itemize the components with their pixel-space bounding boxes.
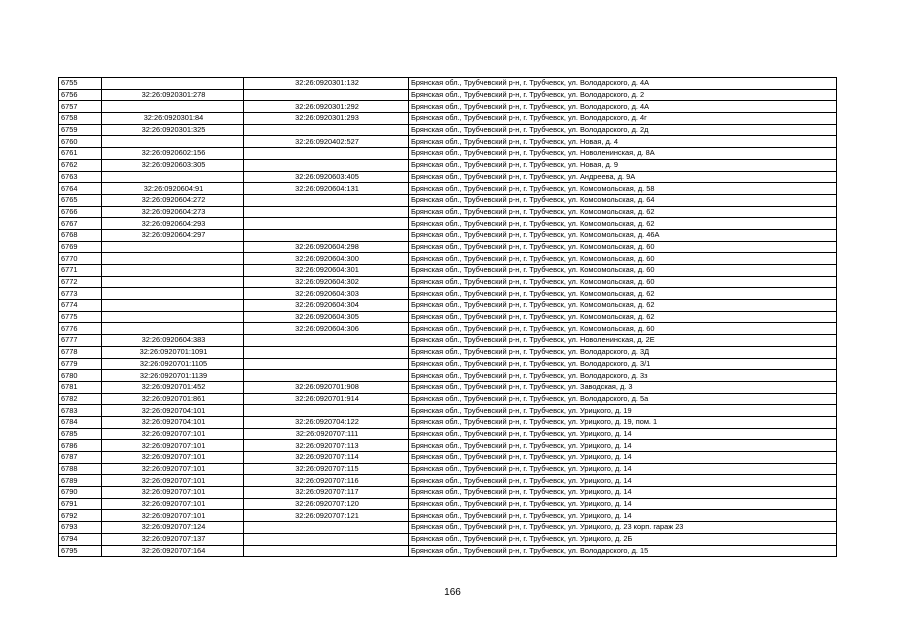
cadastral-number-cell: 32:26:0920603:305 <box>102 159 244 171</box>
row-number-cell: 6786 <box>59 440 102 452</box>
row-number-cell: 6784 <box>59 416 102 428</box>
related-cadastral-number-cell <box>244 194 409 206</box>
address-cell: Брянская обл., Трубчевский р-н, г. Трубчевск, ул. Володарского, д. 4г <box>409 113 837 125</box>
address-cell: Брянская обл., Трубчевский р-н, г. Трубчевск, ул. Володарского, д. 2 <box>409 89 837 101</box>
row-number-cell: 6794 <box>59 533 102 545</box>
address-cell: Брянская обл., Трубчевский р-н, г. Трубчевск, ул. Володарского, д. 3/1 <box>409 358 837 370</box>
cadastral-number-cell <box>102 323 244 335</box>
cadastral-number-cell: 32:26:0920704:101 <box>102 405 244 417</box>
related-cadastral-number-cell <box>244 358 409 370</box>
row-number-cell: 6785 <box>59 428 102 440</box>
table-row <box>59 124 837 136</box>
row-number-cell: 6778 <box>59 346 102 358</box>
row-number-cell: 6759 <box>59 124 102 136</box>
row-number-cell: 6781 <box>59 381 102 393</box>
table-row <box>59 101 837 113</box>
address-cell: Брянская обл., Трубчевский р-н, г. Трубчевск, ул. Урицкого, д. 14 <box>409 452 837 464</box>
cadastral-number-cell: 32:26:0920604:273 <box>102 206 244 218</box>
related-cadastral-number-cell <box>244 522 409 534</box>
related-cadastral-number-cell: 32:26:0920604:301 <box>244 265 409 277</box>
row-number-cell: 6775 <box>59 311 102 323</box>
table-row <box>59 159 837 171</box>
cadastral-number-cell <box>102 136 244 148</box>
row-number-cell: 6782 <box>59 393 102 405</box>
address-cell: Брянская обл., Трубчевский р-н, г. Трубчевск, ул. Комсомольская, д. 62 <box>409 206 837 218</box>
cadastral-number-cell <box>102 101 244 113</box>
address-cell: Брянская обл., Трубчевский р-н, г. Трубчевск, ул. Комсомольская, д. 60 <box>409 241 837 253</box>
address-cell: Брянская обл., Трубчевский р-н, г. Трубчевск, ул. Урицкого, д. 23 корп. гараж 23 <box>409 522 837 534</box>
row-number-cell: 6757 <box>59 101 102 113</box>
table-row <box>59 533 837 545</box>
property-register-table <box>58 77 837 557</box>
address-cell: Брянская обл., Трубчевский р-н, г. Трубчевск, ул. Новая, д. 4 <box>409 136 837 148</box>
address-cell: Брянская обл., Трубчевский р-н, г. Трубчевск, ул. Комсомольская, д. 60 <box>409 265 837 277</box>
related-cadastral-number-cell: 32:26:0920604:305 <box>244 311 409 323</box>
row-number-cell: 6772 <box>59 276 102 288</box>
address-cell: Брянская обл., Трубчевский р-н, г. Трубчевск, ул. Урицкого, д. 14 <box>409 510 837 522</box>
related-cadastral-number-cell: 32:26:0920707:115 <box>244 463 409 475</box>
table-row <box>59 241 837 253</box>
related-cadastral-number-cell <box>244 229 409 241</box>
table-row <box>59 416 837 428</box>
address-cell: Брянская обл., Трубчевский р-н, г. Трубчевск, ул. Володарского, д. 2д <box>409 124 837 136</box>
cadastral-number-cell <box>102 288 244 300</box>
address-cell: Брянская обл., Трубчевский р-н, г. Трубчевск, ул. Урицкого, д. 14 <box>409 487 837 499</box>
cadastral-number-cell: 32:26:0920707:101 <box>102 498 244 510</box>
cadastral-number-cell: 32:26:0920301:325 <box>102 124 244 136</box>
cadastral-number-cell: 32:26:0920604:383 <box>102 335 244 347</box>
cadastral-number-cell: 32:26:0920707:101 <box>102 475 244 487</box>
table-row <box>59 498 837 510</box>
related-cadastral-number-cell <box>244 206 409 218</box>
row-number-cell: 6763 <box>59 171 102 183</box>
table-row <box>59 545 837 557</box>
row-number-cell: 6780 <box>59 370 102 382</box>
table-row <box>59 440 837 452</box>
related-cadastral-number-cell <box>244 346 409 358</box>
page-number: 166 <box>444 587 461 598</box>
related-cadastral-number-cell: 32:26:0920701:914 <box>244 393 409 405</box>
cadastral-number-cell: 32:26:0920701:452 <box>102 381 244 393</box>
table-row <box>59 288 837 300</box>
table-row <box>59 229 837 241</box>
related-cadastral-number-cell: 32:26:0920603:405 <box>244 171 409 183</box>
row-number-cell: 6756 <box>59 89 102 101</box>
address-cell: Брянская обл., Трубчевский р-н, г. Трубчевск, ул. Урицкого, д. 14 <box>409 440 837 452</box>
table-row <box>59 218 837 230</box>
related-cadastral-number-cell: 32:26:0920701:908 <box>244 381 409 393</box>
cadastral-number-cell: 32:26:0920301:278 <box>102 89 244 101</box>
register-table-body <box>59 78 837 557</box>
related-cadastral-number-cell: 32:26:0920604:304 <box>244 300 409 312</box>
table-row <box>59 323 837 335</box>
address-cell: Брянская обл., Трубчевский р-н, г. Трубчевск, ул. Урицкого, д. 14 <box>409 475 837 487</box>
related-cadastral-number-cell <box>244 370 409 382</box>
address-cell: Брянская обл., Трубчевский р-н, г. Трубчевск, ул. Комсомольская, д. 46А <box>409 229 837 241</box>
table-row <box>59 148 837 160</box>
cadastral-number-cell: 32:26:0920707:101 <box>102 428 244 440</box>
cadastral-number-cell: 32:26:0920701:861 <box>102 393 244 405</box>
address-cell: Брянская обл., Трубчевский р-н, г. Трубчевск, ул. Новоленинская, д. 8А <box>409 148 837 160</box>
table-row <box>59 370 837 382</box>
related-cadastral-number-cell <box>244 335 409 347</box>
related-cadastral-number-cell: 32:26:0920707:120 <box>244 498 409 510</box>
table-row <box>59 405 837 417</box>
related-cadastral-number-cell: 32:26:0920707:117 <box>244 487 409 499</box>
related-cadastral-number-cell: 32:26:0920301:132 <box>244 78 409 90</box>
row-number-cell: 6771 <box>59 265 102 277</box>
address-cell: Брянская обл., Трубчевский р-н, г. Трубчевск, ул. Заводская, д. 3 <box>409 381 837 393</box>
address-cell: Брянская обл., Трубчевский р-н, г. Трубчевск, ул. Новая, д. 9 <box>409 159 837 171</box>
row-number-cell: 6769 <box>59 241 102 253</box>
address-cell: Брянская обл., Трубчевский р-н, г. Трубчевск, ул. Урицкого, д. 14 <box>409 463 837 475</box>
row-number-cell: 6789 <box>59 475 102 487</box>
table-row <box>59 335 837 347</box>
cadastral-number-cell: 32:26:0920707:101 <box>102 510 244 522</box>
table-row <box>59 171 837 183</box>
related-cadastral-number-cell: 32:26:0920604:302 <box>244 276 409 288</box>
address-cell: Брянская обл., Трубчевский р-н, г. Трубчевск, ул. Володарского, д. 3з <box>409 370 837 382</box>
table-row <box>59 194 837 206</box>
row-number-cell: 6767 <box>59 218 102 230</box>
related-cadastral-number-cell <box>244 159 409 171</box>
row-number-cell: 6791 <box>59 498 102 510</box>
table-row <box>59 89 837 101</box>
address-cell: Брянская обл., Трубчевский р-н, г. Трубчевск, ул. Комсомольская, д. 58 <box>409 183 837 195</box>
row-number-cell: 6783 <box>59 405 102 417</box>
cadastral-number-cell <box>102 78 244 90</box>
cadastral-number-cell: 32:26:0920602:156 <box>102 148 244 160</box>
row-number-cell: 6795 <box>59 545 102 557</box>
related-cadastral-number-cell <box>244 545 409 557</box>
row-number-cell: 6760 <box>59 136 102 148</box>
table-row <box>59 311 837 323</box>
table-row <box>59 265 837 277</box>
table-row <box>59 428 837 440</box>
table-row <box>59 300 837 312</box>
address-cell: Брянская обл., Трубчевский р-н, г. Трубчевск, ул. Володарского, д. 4А <box>409 78 837 90</box>
address-cell: Брянская обл., Трубчевский р-н, г. Трубчевск, ул. Комсомольская, д. 62 <box>409 218 837 230</box>
related-cadastral-number-cell: 32:26:0920301:292 <box>244 101 409 113</box>
cadastral-number-cell <box>102 241 244 253</box>
related-cadastral-number-cell: 32:26:0920707:111 <box>244 428 409 440</box>
table-row <box>59 463 837 475</box>
table-row <box>59 381 837 393</box>
cadastral-number-cell: 32:26:0920707:124 <box>102 522 244 534</box>
cadastral-number-cell <box>102 300 244 312</box>
cadastral-number-cell <box>102 171 244 183</box>
cadastral-number-cell: 32:26:0920301:84 <box>102 113 244 125</box>
cadastral-number-cell: 32:26:0920707:101 <box>102 463 244 475</box>
related-cadastral-number-cell: 32:26:0920604:303 <box>244 288 409 300</box>
table-row <box>59 358 837 370</box>
cadastral-number-cell: 32:26:0920604:293 <box>102 218 244 230</box>
row-number-cell: 6793 <box>59 522 102 534</box>
related-cadastral-number-cell: 32:26:0920707:113 <box>244 440 409 452</box>
address-cell: Брянская обл., Трубчевский р-н, г. Трубчевск, ул. Урицкого, д. 19, пом. 1 <box>409 416 837 428</box>
table-row <box>59 452 837 464</box>
related-cadastral-number-cell: 32:26:0920301:293 <box>244 113 409 125</box>
address-cell: Брянская обл., Трубчевский р-н, г. Трубчевск, ул. Урицкого, д. 19 <box>409 405 837 417</box>
address-cell: Брянская обл., Трубчевский р-н, г. Трубчевск, ул. Урицкого, д. 2Б <box>409 533 837 545</box>
cadastral-number-cell <box>102 311 244 323</box>
cadastral-number-cell: 32:26:0920707:101 <box>102 487 244 499</box>
address-cell: Брянская обл., Трубчевский р-н, г. Трубчевск, ул. Володарского, д. 3Д <box>409 346 837 358</box>
related-cadastral-number-cell: 32:26:0920707:116 <box>244 475 409 487</box>
table-row <box>59 487 837 499</box>
related-cadastral-number-cell: 32:26:0920707:121 <box>244 510 409 522</box>
row-number-cell: 6787 <box>59 452 102 464</box>
cadastral-number-cell <box>102 265 244 277</box>
row-number-cell: 6766 <box>59 206 102 218</box>
related-cadastral-number-cell <box>244 124 409 136</box>
table-row <box>59 136 837 148</box>
address-cell: Брянская обл., Трубчевский р-н, г. Трубчевск, ул. Комсомольская, д. 64 <box>409 194 837 206</box>
cadastral-number-cell: 32:26:0920604:272 <box>102 194 244 206</box>
address-cell: Брянская обл., Трубчевский р-н, г. Трубчевск, ул. Урицкого, д. 14 <box>409 498 837 510</box>
table-row <box>59 510 837 522</box>
table-row <box>59 475 837 487</box>
row-number-cell: 6755 <box>59 78 102 90</box>
cadastral-number-cell: 32:26:0920707:137 <box>102 533 244 545</box>
row-number-cell: 6792 <box>59 510 102 522</box>
cadastral-number-cell <box>102 276 244 288</box>
table-row <box>59 183 837 195</box>
table-row <box>59 253 837 265</box>
table-row <box>59 276 837 288</box>
related-cadastral-number-cell: 32:26:0920604:298 <box>244 241 409 253</box>
cadastral-number-cell: 32:26:0920707:101 <box>102 440 244 452</box>
cadastral-number-cell: 32:26:0920701:1091 <box>102 346 244 358</box>
row-number-cell: 6765 <box>59 194 102 206</box>
address-cell: Брянская обл., Трубчевский р-н, г. Трубчевск, ул. Комсомольская, д. 60 <box>409 253 837 265</box>
table-row <box>59 522 837 534</box>
row-number-cell: 6790 <box>59 487 102 499</box>
cadastral-number-cell: 32:26:0920604:297 <box>102 229 244 241</box>
cadastral-number-cell: 32:26:0920707:164 <box>102 545 244 557</box>
row-number-cell: 6776 <box>59 323 102 335</box>
row-number-cell: 6777 <box>59 335 102 347</box>
row-number-cell: 6761 <box>59 148 102 160</box>
address-cell: Брянская обл., Трубчевский р-н, г. Трубчевск, ул. Володарского, д. 4А <box>409 101 837 113</box>
row-number-cell: 6770 <box>59 253 102 265</box>
cadastral-number-cell <box>102 253 244 265</box>
address-cell: Брянская обл., Трубчевский р-н, г. Трубчевск, ул. Урицкого, д. 14 <box>409 428 837 440</box>
related-cadastral-number-cell: 32:26:0920402:527 <box>244 136 409 148</box>
table-row <box>59 78 837 90</box>
related-cadastral-number-cell: 32:26:0920604:300 <box>244 253 409 265</box>
address-cell: Брянская обл., Трубчевский р-н, г. Трубчевск, ул. Володарского, д. 5а <box>409 393 837 405</box>
address-cell: Брянская обл., Трубчевский р-н, г. Трубчевск, ул. Новоленинская, д. 2Е <box>409 335 837 347</box>
related-cadastral-number-cell <box>244 148 409 160</box>
related-cadastral-number-cell: 32:26:0920604:131 <box>244 183 409 195</box>
row-number-cell: 6758 <box>59 113 102 125</box>
row-number-cell: 6773 <box>59 288 102 300</box>
table-row <box>59 393 837 405</box>
related-cadastral-number-cell <box>244 533 409 545</box>
address-cell: Брянская обл., Трубчевский р-н, г. Трубчевск, ул. Комсомольская, д. 62 <box>409 311 837 323</box>
row-number-cell: 6774 <box>59 300 102 312</box>
related-cadastral-number-cell <box>244 405 409 417</box>
address-cell: Брянская обл., Трубчевский р-н, г. Трубчевск, ул. Комсомольская, д. 60 <box>409 323 837 335</box>
row-number-cell: 6788 <box>59 463 102 475</box>
address-cell: Брянская обл., Трубчевский р-н, г. Трубчевск, ул. Комсомольская, д. 62 <box>409 288 837 300</box>
table-row <box>59 346 837 358</box>
cadastral-number-cell: 32:26:0920604:91 <box>102 183 244 195</box>
address-cell: Брянская обл., Трубчевский р-н, г. Трубчевск, ул. Комсомольская, д. 60 <box>409 276 837 288</box>
related-cadastral-number-cell <box>244 89 409 101</box>
address-cell: Брянская обл., Трубчевский р-н, г. Трубчевск, ул. Андреева, д. 9А <box>409 171 837 183</box>
row-number-cell: 6779 <box>59 358 102 370</box>
row-number-cell: 6764 <box>59 183 102 195</box>
related-cadastral-number-cell: 32:26:0920707:114 <box>244 452 409 464</box>
row-number-cell: 6768 <box>59 229 102 241</box>
cadastral-number-cell: 32:26:0920707:101 <box>102 452 244 464</box>
table-row <box>59 113 837 125</box>
related-cadastral-number-cell <box>244 218 409 230</box>
address-cell: Брянская обл., Трубчевский р-н, г. Трубчевск, ул. Володарского, д. 15 <box>409 545 837 557</box>
cadastral-number-cell: 32:26:0920701:1105 <box>102 358 244 370</box>
row-number-cell: 6762 <box>59 159 102 171</box>
related-cadastral-number-cell: 32:26:0920704:122 <box>244 416 409 428</box>
cadastral-number-cell: 32:26:0920704:101 <box>102 416 244 428</box>
cadastral-number-cell: 32:26:0920701:1139 <box>102 370 244 382</box>
table-row <box>59 206 837 218</box>
related-cadastral-number-cell: 32:26:0920604:306 <box>244 323 409 335</box>
address-cell: Брянская обл., Трубчевский р-н, г. Трубчевск, ул. Комсомольская, д. 62 <box>409 300 837 312</box>
